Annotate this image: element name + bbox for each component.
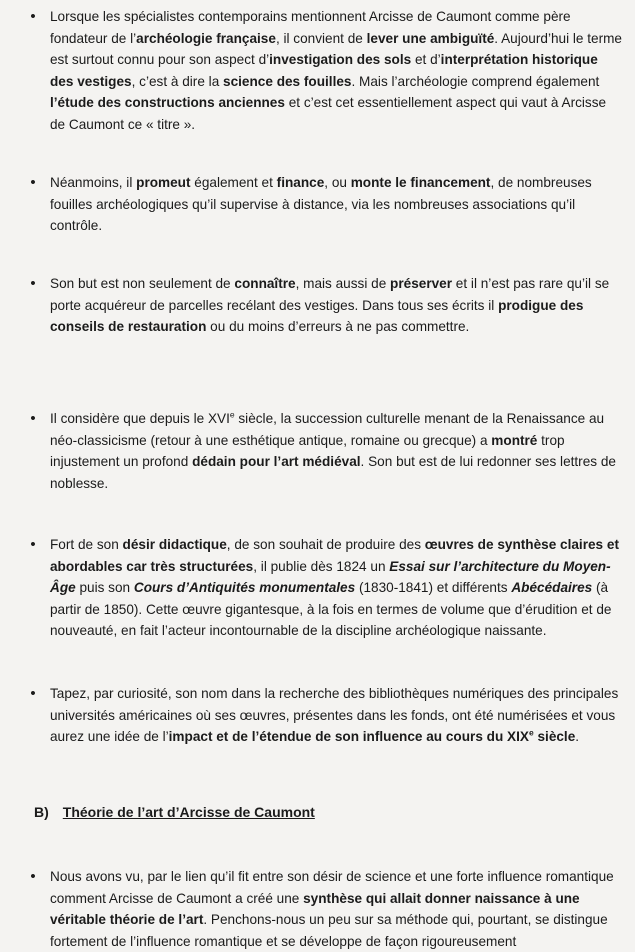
- list-item: [22, 866, 622, 952]
- paragraph-text: Lorsque les spécialistes contemporains mentionnent Arcisse de Caumont comme père fondateur de l’archéologie française, il convient de lever une ambiguïté. Aujourd’hui le terme est surtout connu pour son aspect d’investigation des sols et d’interprétation historique des vestiges, c’est à dire la science des fouilles. Mais l’archéologie comprend également l’étude des constructions anciennes et c’est cet essentiellement aspect qui vaut à Arcisse de Caumont ce « titre ».: [50, 9, 622, 132]
- list-item: [22, 273, 622, 338]
- bullet-icon: •: [30, 174, 36, 191]
- bullet-icon: •: [30, 685, 36, 702]
- list-item: [22, 6, 622, 135]
- list-item: [22, 172, 622, 237]
- section-title: Théorie de l’art d’Arcisse de Caumont: [62, 804, 315, 820]
- paragraph-text: Son but est non seulement de connaître, mais aussi de préserver et il n’est pas rare qu’il se porte acquéreur de parcelles recélant des vestiges. Dans tous ses écrits il prodigue des conseils de restauration ou du moins d’erreurs à ne pas commettre.: [50, 276, 610, 334]
- section-label: B): [34, 804, 49, 820]
- paragraph-text: Fort de son désir didactique, de son souhait de produire des œuvres de synthèse claires et abordables car très structurées, il publie dès 1824 un Essai sur l’architecture du Moyen-Âge puis son Cours d’Antiquités monumentales (1830-1841) et différents Abécédaires (à partir de 1850). Cette œuvre gigantesque, à la fois en termes de volume que d’érudition et de nouveauté, en fait l’acteur incontournable de la discipline archéologique naissante.: [50, 537, 619, 638]
- list-item: [22, 683, 622, 748]
- paragraph-text: Il considère que depuis le XVIe siècle, la succession culturelle menant de la Renaissance au néo-classicisme (retour à une esthétique antique, romaine ou grecque) a montré trop injustement un profond dédain pour l’art médiéval. Son but est de lui redonner ses lettres de noblesse.: [50, 409, 616, 491]
- paragraph-text: Néanmoins, il promeut également et finance, ou monte le financement, de nombreuses fouilles archéologiques qu’il supervise à distance, via les nombreuses associations qu’il contrôle.: [50, 175, 592, 233]
- bullet-icon: •: [30, 8, 36, 25]
- section-heading: [34, 801, 315, 823]
- bullet-icon: •: [30, 275, 36, 292]
- bullet-icon: •: [30, 868, 36, 885]
- bullet-icon: •: [30, 410, 36, 427]
- bullet-icon: •: [30, 536, 36, 553]
- list-item: [22, 534, 622, 642]
- paragraph-text: Nous avons vu, par le lien qu’il fit entre son désir de science et une forte influence romantique comment Arcisse de Caumont a créé une synthèse qui allait donner naissance à une véritable théorie de l’art. Penchons-nous un peu sur sa méthode qui, pourtant, se distingue fortement de l’influence romantique et se développe de façon rigoureusement: [50, 869, 614, 949]
- list-item: [22, 408, 622, 494]
- paragraph-text: Tapez, par curiosité, son nom dans la recherche des bibliothèques numériques des principales universités américaines où ses œuvres, présentes dans les fonds, ont été numérisées et vous aurez une idée de l’impact et de l’étendue de son influence au cours du XIXe siècle.: [50, 686, 619, 744]
